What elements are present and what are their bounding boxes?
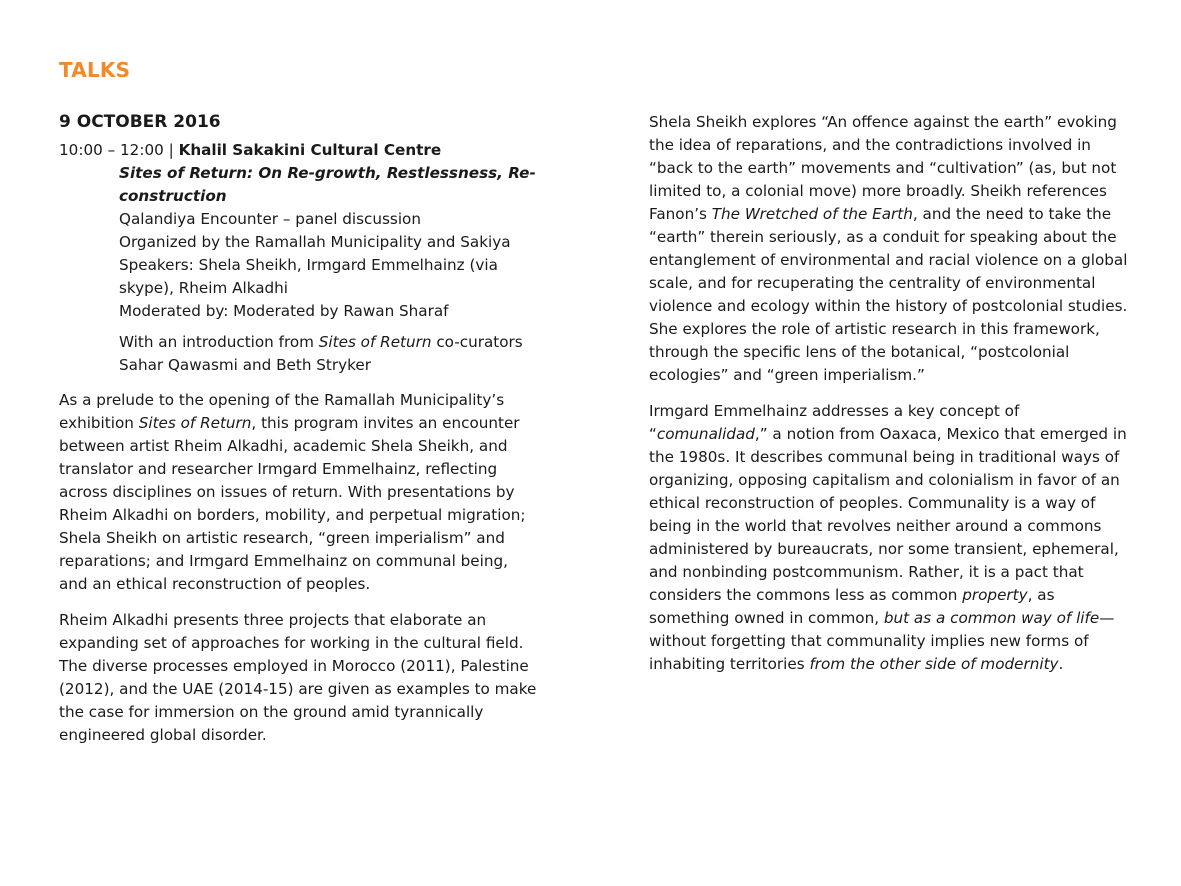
event-time-venue — [59, 139, 539, 162]
emmelhainz-em-way-of-life: but as a common way of life — [883, 609, 1100, 627]
emmelhainz-text-d: —without forgetting that communality implies new forms of inhabiting territories — [649, 609, 1115, 673]
emmelhainz-text-a: Irmgard Emmelhainz addresses a key concept of “ — [649, 402, 1020, 443]
emmelhainz-em-modernity: from the other side of modernity — [809, 655, 1059, 673]
paragraph-alkadhi: Rheim Alkadhi presents three projects that elaborate an expanding set of approaches for working in the cultural field. The diverse processes employed in Morocco (2011), Palestine (2012), and the UAE (2014-15) are given as examples to make the case for immersion on the ground amid tyrannically engineered global disorder. — [59, 611, 537, 744]
event-details — [59, 162, 539, 377]
right-column — [649, 111, 1129, 689]
paragraph-sheikh — [649, 111, 1129, 387]
intro-exhibition-title: Sites of Return — [318, 333, 432, 351]
event-organizer: Organized by the Ramallah Municipality and Sakiya — [119, 233, 511, 251]
sheikh-text-b: , and the need to take the “earth” therein seriously, as a conduit for speaking about the entanglement of environmental and racial violence on a global scale, and for recuperating the centrality of environmental violence and ecology within the history of postcolonial studies. She explores the role of artistic research in this framework, through the specific lens of the botanical, “postcolonial ecologies” and “green imperialism.” — [649, 205, 1128, 384]
emmelhainz-text-c: , as something owned in common, — [649, 586, 1055, 627]
event-title: Sites of Return: On Re-growth, Restlessness, Re-construction — [119, 164, 536, 205]
emmelhainz-text-e: . — [1058, 655, 1064, 673]
prelude-exhibition-title: Sites of Return — [138, 414, 252, 432]
event-speakers: Speakers: Shela Sheikh, Irmgard Emmelhainz (via skype), Rheim Alkadhi — [119, 256, 498, 297]
event-block — [59, 139, 539, 747]
intro-text: With an introduction from — [119, 333, 319, 351]
event-time: 10:00 – 12:00 | — [59, 141, 179, 159]
event-venue: Khalil Sakakini Cultural Centre — [178, 141, 442, 159]
left-column — [59, 110, 539, 760]
event-date: 9 OCTOBER 2016 — [59, 112, 221, 132]
prelude-text-a: As a prelude to the opening of the Ramallah Municipality’s exhibition — [59, 391, 505, 432]
emmelhainz-em-property: property — [962, 586, 1028, 604]
event-format: Qalandiya Encounter – panel discussion — [119, 210, 421, 228]
paragraph-prelude — [59, 389, 539, 596]
emmelhainz-text-b: ,” a notion from Oaxaca, Mexico that emerged in the 1980s. It describes communal being in traditional ways of organizing, opposing capitalism and colonialism in favor of an ethical reconstruction of peoples. Communality is a way of being in the world that revolves neither around a commons administered by bureaucrats, nor some transient, ephemeral, and nonbinding postcommunism. Rather, it is a pact that considers the commons less as common — [649, 425, 1127, 604]
paragraph-emmelhainz — [649, 400, 1129, 676]
event-introduction — [119, 331, 539, 377]
section-title: TALKS — [59, 58, 131, 82]
emmelhainz-term: comunalidad — [656, 425, 755, 443]
sheikh-text-a: Shela Sheikh explores “An offence against the earth” evoking the idea of reparations, and the contradictions involved in “back to the earth” movements and “cultivation” (as, but not limited to, a colonial move) more broadly. Sheikh references Fanon’s — [649, 113, 1117, 223]
prelude-text-b: , this program invites an encounter between artist Rheim Alkadhi, academic Shela Sheikh, and translator and researcher Irmgard Emmelhainz, reflecting across disciplines on issues of return. With presentations by Rheim Alkadhi on borders, mobility, and perpetual migration; Shela Sheikh on artistic research, “green imperialism” and reparations; and Irmgard Emmelhainz on communal being, and an ethical reconstruction of peoples. — [59, 414, 526, 593]
sheikh-book-title: The Wretched of the Earth — [711, 205, 913, 223]
event-moderator: Moderated by: Moderated by Rawan Sharaf — [119, 302, 449, 320]
intro-curators: co-curators Sahar Qawasmi and Beth Stryker — [119, 333, 523, 374]
